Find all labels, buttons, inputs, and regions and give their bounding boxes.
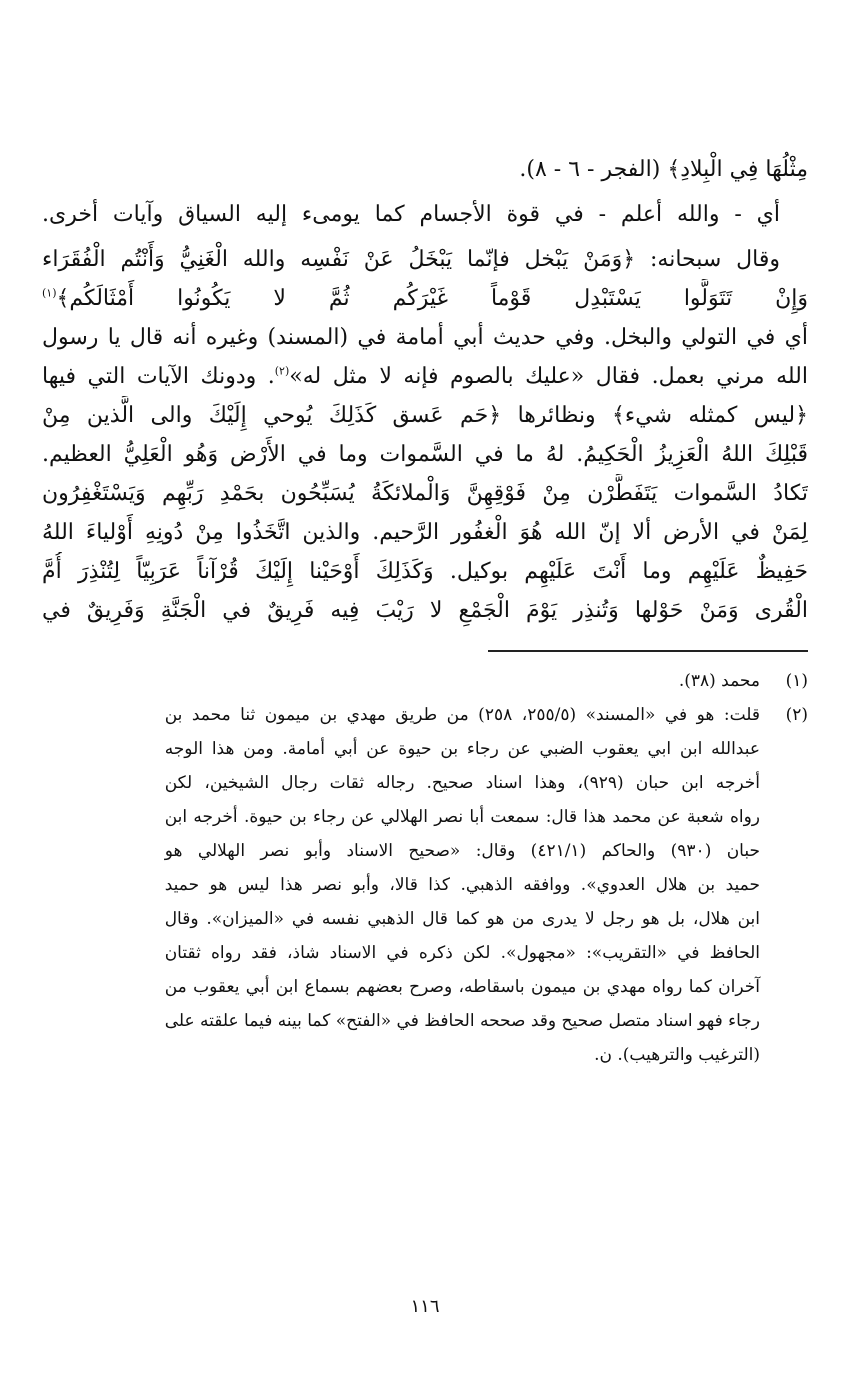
footnote-1 — [42, 664, 808, 698]
footnote-line: حبان (٩٣٠) والحاكم (٤٢١/١) وقال: «صحيح الاسناد وأبو نصر الهلالي هو — [164, 841, 761, 861]
footnote-number: (٢) — [785, 705, 808, 725]
text-line-6-tail: . ودونك الآيات التي فيها — [42, 364, 275, 389]
footnote-line: الحافظ في «التقريب»: «مجهول». لكن ذكره في الاسناد شاذ، فقد رواه ثقتان — [164, 943, 760, 963]
footnote-line: ابن هلال، بل هو رجل لا يدرى من هو كما قال الذهبي نفسه في «الميزان». وقال — [164, 909, 760, 929]
footnote-line: (الترغيب والترهيب). ن. — [594, 1045, 760, 1065]
text-line-1: مِثْلُهَا فِي الْبِلادِ﴾ (الفجر - ٦ - ٨). — [519, 157, 808, 182]
footnote-line: آخران كما رواه مهدي بن ميمون باسقاطه، وصرح بعضهم بسماع ابن أبي يعقوب من — [164, 977, 760, 997]
text-line-5: أي في التولي والبخل. وفي حديث أبي أمامة في (المسند) وغيره أنه قال يا رسول — [42, 325, 808, 350]
text-line-6 — [42, 357, 808, 396]
footnote-2 — [42, 698, 808, 1072]
footnote-line: رجاء فهو اسناد متصل صحيح وقد صححه الحافظ في «الفتح» كما بينه فيما علقته على — [164, 1011, 760, 1031]
text-line-4-content: وَإِنْ تَتَوَلَّوا يَسْتَبْدِل قَوْماً غَيْرَكُم ثُمَّ لا يَكُونُوا أَمْثَالَكُم﴾ — [56, 286, 808, 311]
footnote-separator — [488, 650, 808, 652]
page-number: ١١٦ — [410, 1296, 440, 1317]
footnote-line: عبدالله ابن ابي يعقوب الضبي عن رجاء بن حيوة عن أبي أمامة. ومن هذا الوجه — [164, 739, 760, 759]
footnote-ref-1: (١) — [42, 286, 57, 300]
footnote-line: قلت: هو في «المسند» (٢٥٥/٥، ٢٥٨) من طريق مهدي بن ميمون ثنا محمد بن — [164, 705, 761, 725]
text-line-10: لِمَنْ في الأرض ألا إنّ الله هُوَ الْغفُور الرَّحيم. والذين اتَّخَذُوا مِنْ دُونِهِ أَوْلياءَ اللهُ — [42, 520, 808, 545]
text-line-4 — [42, 279, 808, 318]
text-line-8: قَبْلِكَ اللهُ الْعَزِيزُ الْحَكِيمُ. لهُ ما في السَّموات وما في الأَرْض وَهُو الْعَلِيُّ العظيم. — [42, 442, 808, 467]
text-line-3: وقال سبحانه: ﴿وَمَنْ يَبْخل فإنّما يَبْخَلُ عَنْ نَفْسِه والله الْغَنِيُّ وَأَنْتُم الْفُقَرَاء — [42, 247, 780, 272]
text-line-12: الْقُرى وَمَنْ حَوْلها وَتُنذِر يَوْمَ الْجَمْعِ لا رَيْبَ فِيه فَرِيقٌ في الْجَنَّةِ وَفَرِيقٌ في — [42, 598, 808, 623]
footnote-line: رواه شعبة عن محمد هذا قال: سمعت أبا نصر الهلالي عن رجاء بن حيوة. أخرجه ابن — [164, 807, 760, 827]
text-line-9: تَكادُ السَّموات يَتَفَطَّرْن مِنْ فَوْقِهِنَّ وَالْملائكَةُ يُسَبِّحُون بحَمْدِ رَبِّهِم وَيَسْتَغْفِرُون — [42, 481, 808, 506]
main-text — [42, 150, 808, 630]
text-line-6-content: الله مرني بعمل. فقال «عليك بالصوم فإنه لا مثل له» — [289, 364, 808, 389]
footnote-ref-2: (٢) — [274, 364, 290, 378]
footnote-line: حميد بن هلال العدوي». ووافقه الذهبي. كذا قالا، وأبو نصر هذا ليس هو حميد — [164, 875, 760, 895]
footnote-body — [165, 698, 760, 1072]
footnote-line: أخرجه ابن حبان (٩٢٩)، وهذا اسناد صحيح. رجاله ثقات رجال الشيخين، لكن — [164, 773, 760, 793]
footnote-line: محمد (٣٨). — [678, 671, 760, 691]
text-line-7: ﴿ليس كمثله شيء﴾ ونظائرها ﴿حَم عَسق كَذَلِكَ يُوحي إِلَيْكَ والى الَّذين مِنْ — [42, 403, 808, 428]
footnote-body — [679, 664, 760, 698]
text-line-2: أي - والله أعلم - في قوة الأجسام كما يومىء إليه السياق وآيات أخرى. — [42, 202, 780, 227]
footnote-number: (١) — [785, 671, 808, 691]
footnotes — [42, 664, 808, 1072]
text-line-11: حَفِيظٌ عَلَيْهِم وما أَنْتَ عَلَيْهِم بوكيل. وَكَذَلِكَ أَوْحَيْنا إِلَيْكَ قُرْآناً عَرَبِيّاً لِتُنْذِرَ أُمَّ — [42, 559, 808, 584]
